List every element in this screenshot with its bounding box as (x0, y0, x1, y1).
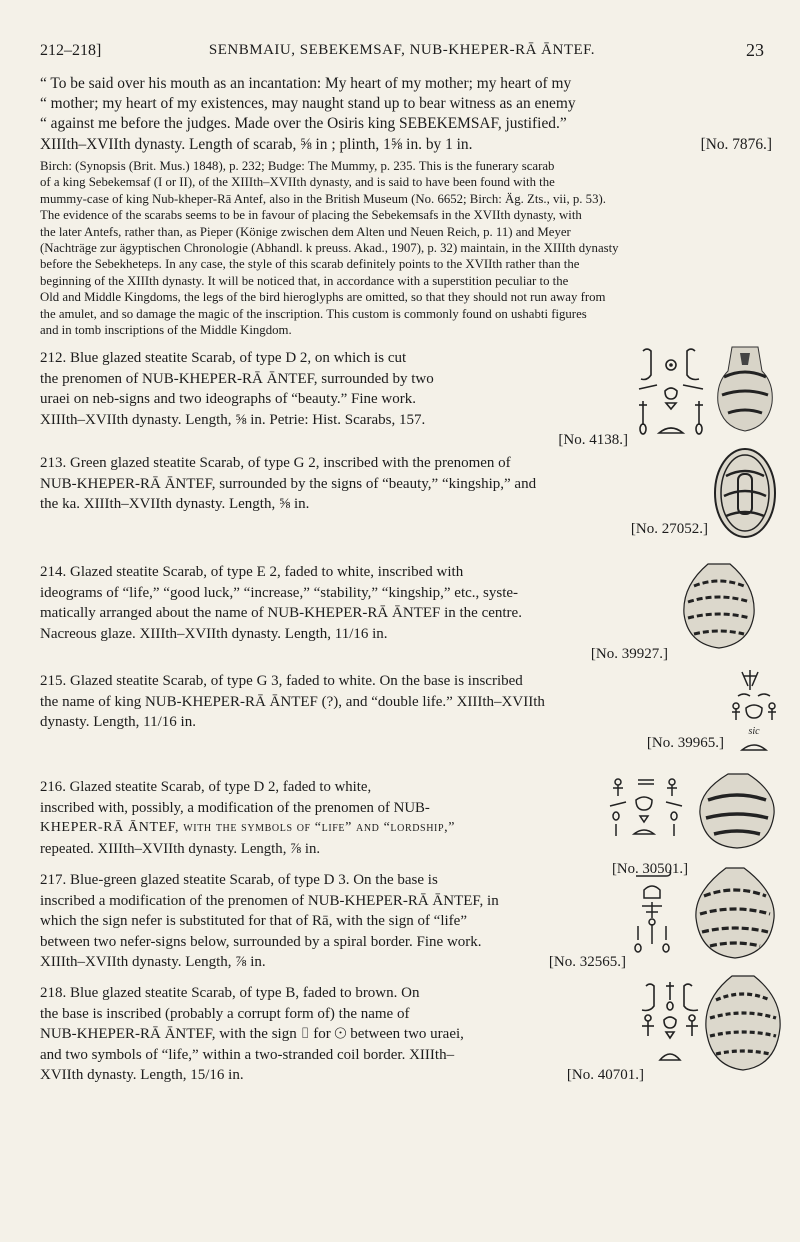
note-line: Birch: (Synopsis (Brit. Mus.) 1848), p. 232; Budge: The Mummy, p. 235. This is the funerary scarab (40, 159, 555, 173)
hieroglyph-glyph-217 (632, 868, 674, 958)
note-line: of a king Sebekemsaf (I or II), of the XIIIth–XVIIth dynasty, and is said to have been found with the (40, 175, 555, 190)
scarab-photo-217 (692, 866, 778, 962)
scarab-photo-213 (712, 446, 778, 540)
entry-212 (40, 348, 628, 451)
entry-line: 214. Glazed steatite Scarab, of type E 2, faded to white, inscribed with (40, 564, 464, 580)
entry-line: which the sign nefer is substituted for that of Rā, with the sign of “life” (40, 913, 467, 929)
quote-measure: XIIIth–XVIIth dynasty. Length of scarab, ⅝ in ; plinth, 1⅝ in. by 1 in. (40, 135, 473, 153)
entry-218 (40, 983, 644, 1086)
incantation-quote (40, 74, 772, 155)
entry-line: between two nefer-signs below, surrounded by a spiral border. Fine work. (40, 933, 482, 950)
note-line: and in tomb inscriptions of the Middle Kingdom. (40, 323, 292, 338)
entry-measure: XIIIth–XVIIth dynasty. Length, ⅞ in. (40, 954, 266, 970)
entry-213 (40, 453, 708, 539)
entry-line: 215. Glazed steatite Scarab, of type G 3, faded to white. On the base is inscribed (40, 673, 523, 689)
note-line: the amulet, and so damage the magic of the inscription. This custom is commonly found on ushabti figures (40, 306, 587, 321)
entry-line: the name of king NUB-KHEPER-RĀ ĀNTEF (?), and “double life.” XIIIth–XVIIth (40, 693, 545, 710)
entry-line: the prenomen of NUB-KHEPER-RĀ ĀNTEF, surrounded by two (40, 370, 434, 387)
entry-217 (40, 870, 626, 973)
quote-line: “ To be said over his mouth as an incantation: My heart of my mother; my heart of my (40, 75, 572, 92)
cartouche-glyph-212 (637, 345, 705, 437)
entry-line: inscribed with, possibly, a modification of the prenomen of NUB- (40, 799, 430, 816)
quote-line: “ mother; my heart of my existences, may naught stand up to bear witness as an enemy (40, 95, 576, 113)
note-line: (Nachträge zur ägyptischen Chronologie (Abhandl. k preuss. Akad., 1907), p. 32) maintain, in the XIIIth dynasty (40, 241, 619, 256)
entry-line: matically arranged about the name of NUB-KHEPER-RĀ ĀNTEF in the centre. (40, 605, 522, 621)
entry-line: XIIIth–XVIIth dynasty. Length, ⅝ in. Petrie: Hist. Scarabs, 157. (40, 411, 426, 428)
entry-line: uraei on neb-signs and two ideographs of “beauty.” Fine work. (40, 391, 417, 407)
entry-line: the base is inscribed (probably a corrupt form of) the name of (40, 1005, 410, 1022)
quote-number: [No. 7876.] (700, 135, 772, 153)
quote-line: “ against me before the judges. Made over the Osiris king SEBEKEMSAF, justified.” (40, 115, 567, 133)
quote-line (40, 135, 772, 155)
header-title: SENBMAIU, SEBEKEMSAF, NUB-KHEPER-RĀ ĀNTEF. (208, 42, 596, 58)
footnote (40, 158, 772, 338)
entry-number: [No. 4138.] (558, 432, 628, 448)
entry-line: repeated. XIIIth–XVIIth dynasty. Length, ⅞ in. (40, 840, 321, 857)
entry-number: [No. 40701.] (566, 1067, 644, 1083)
note-line: mummy-case of king Nub-kheper-Rā Antef, also in the British Museum (No. 6652; Birch: Äg. Zts., vii, p. 53). (40, 191, 606, 206)
entry-line: 217. Blue-green glazed steatite Scarab, of type D 3. On the base is (40, 872, 438, 888)
entry-line (40, 952, 626, 973)
entry-215 (40, 671, 724, 753)
hieroglyph-glyph-215 (728, 668, 780, 758)
entry-number: [No. 39965.] (646, 734, 724, 751)
entry-line: NUB-KHEPER-RĀ ĀNTEF, surrounded by the signs of “beauty,” “kingship,” and (40, 475, 537, 492)
entry-line: and two symbols of “life,” within a two-stranded coil border. XIIIth– (40, 1046, 455, 1063)
entry-214 (40, 562, 668, 665)
entry-line: 212. Blue glazed steatite Scarab, of type D 2, on which is cut (40, 350, 407, 366)
entry-number: [No. 32565.] (548, 954, 626, 970)
entry-line (40, 1065, 644, 1086)
scarab-photo-212 (710, 343, 780, 435)
cartouche-glyph-218 (636, 980, 704, 1064)
entry-216 (40, 777, 688, 880)
running-header (40, 40, 764, 64)
scarab-photo-214 (678, 560, 760, 652)
entry-line: Nacreous glaze. XIIIth–XVIIth dynasty. Length, 11/16 in. (40, 625, 388, 642)
entry-line: the ka. XIIIth–XVIIth dynasty. Length, ⅝ in. (40, 496, 310, 512)
entry-line: 213. Green glazed steatite Scarab, of type G 2, inscribed with the prenomen of (40, 455, 511, 471)
entry-line: 216. Glazed steatite Scarab, of type D 2, faded to white, (40, 779, 372, 795)
entry-line: dynasty. Length, 11/16 in. (40, 714, 196, 730)
entry-line: 218. Blue glazed steatite Scarab, of type B, faded to brown. On (40, 985, 420, 1001)
page-number: 23 (746, 40, 764, 60)
entry-measure: XVIIth dynasty. Length, 15/16 in. (40, 1067, 244, 1083)
hieroglyph-glyph-216 (608, 776, 684, 840)
note-line: The evidence of the scarabs seems to be in favour of placing the Sebekemsafs in the XVIIth dynasty, with (40, 208, 582, 223)
entry-line: ideograms of “life,” “good luck,” “increase,” “stability,” “kingship,” etc., syste- (40, 584, 519, 601)
entry-line: NUB-KHEPER-RĀ ĀNTEF, with the sign ⌷ for ☉ between two uraei, (40, 1026, 464, 1042)
note-line: before the Sebekheteps. In any case, the style of this scarab definitely points to the XVIIth rather than the (40, 257, 580, 272)
entry-line: KHEPER-RĀ ĀNTEF, with the symbols of “life” and “lordship,” (40, 820, 456, 835)
sic-label: sic (748, 726, 760, 737)
entry-line: inscribed a modification of the prenomen of NUB-KHEPER-RĀ ĀNTEF, in (40, 892, 499, 909)
scarab-photo-216 (694, 770, 780, 852)
header-range: 212–218] (40, 42, 102, 59)
scarab-photo-218 (702, 974, 784, 1074)
note-line: beginning of the XIIIth dynasty. It will be noticed that, in accordance with a superstition peculiar to the (40, 273, 569, 288)
entry-number: [No. 30501.] (611, 861, 688, 877)
entry-number: [No. 27052.] (630, 520, 708, 537)
note-line: Old and Middle Kingdoms, the legs of the bird hieroglyphs are omitted, so that they should not run away from (40, 290, 606, 305)
entry-number: [No. 39927.] (590, 646, 668, 662)
note-line: the later Antefs, rather than, as Pieper (Könige zwischen dem Alten und Neuen Reich, p. 11) and Meyer (40, 224, 571, 239)
